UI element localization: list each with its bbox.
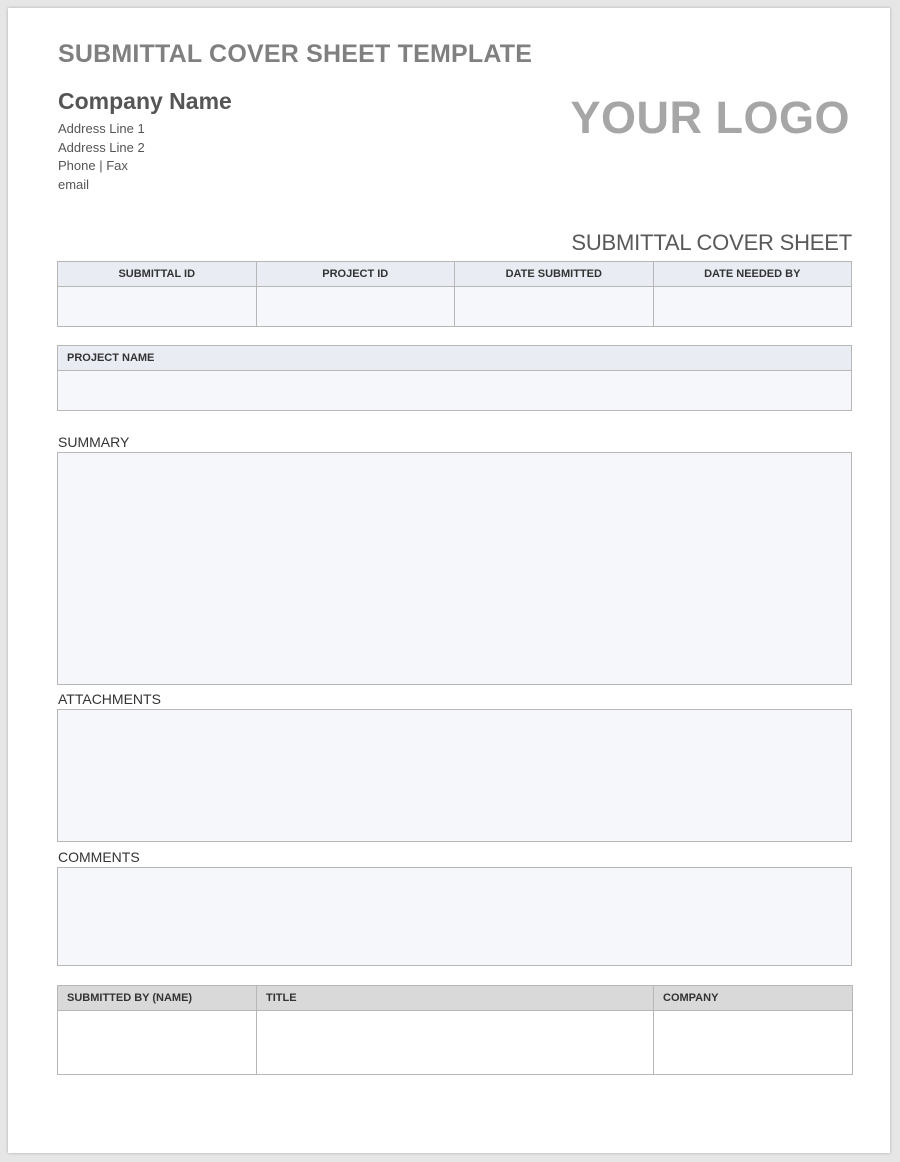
attachments-label: ATTACHMENTS <box>58 691 161 707</box>
title-header: TITLE <box>257 986 654 1011</box>
ids-table <box>57 261 852 327</box>
ids-value-row <box>58 287 852 327</box>
document-page <box>8 8 890 1153</box>
project-name-field[interactable] <box>58 371 852 411</box>
submittal-id-header: SUBMITTAL ID <box>58 262 257 287</box>
ids-header-row <box>58 262 852 287</box>
sheet-title: SUBMITTAL COVER SHEET <box>571 230 852 255</box>
company-address-block <box>58 120 145 194</box>
phone-fax-line: Phone | Fax <box>58 158 128 173</box>
signoff-header-row <box>58 986 853 1011</box>
submitted-by-field[interactable] <box>58 1011 257 1075</box>
project-value-row <box>58 371 852 411</box>
company-name: Company Name <box>58 88 232 114</box>
summary-label: SUMMARY <box>58 434 130 450</box>
comments-label: COMMENTS <box>58 849 140 865</box>
signoff-table <box>57 985 853 1075</box>
date-submitted-header: DATE SUBMITTED <box>455 262 654 287</box>
signoff-value-row <box>58 1011 853 1075</box>
document-title: SUBMITTAL COVER SHEET TEMPLATE <box>58 40 533 68</box>
project-name-header: PROJECT NAME <box>58 346 852 371</box>
project-header-row <box>58 346 852 371</box>
submittal-id-field[interactable] <box>58 287 257 327</box>
company-header: COMPANY <box>654 986 853 1011</box>
project-id-header: PROJECT ID <box>256 262 455 287</box>
project-id-field[interactable] <box>256 287 455 327</box>
logo-placeholder: YOUR LOGO <box>570 92 850 143</box>
date-submitted-field[interactable] <box>455 287 654 327</box>
comments-field[interactable] <box>57 867 852 966</box>
submitted-by-header: SUBMITTED BY (NAME) <box>58 986 257 1011</box>
project-name-table <box>57 345 852 411</box>
summary-field[interactable] <box>57 452 852 685</box>
date-needed-by-header: DATE NEEDED BY <box>653 262 852 287</box>
email-line: email <box>58 176 90 192</box>
address-line-2: Address Line 2 <box>58 139 145 155</box>
attachments-field[interactable] <box>57 709 852 842</box>
company-field[interactable] <box>654 1011 853 1075</box>
title-field[interactable] <box>257 1011 654 1075</box>
address-line-1: Address Line 1 <box>58 121 145 136</box>
date-needed-by-field[interactable] <box>653 287 852 327</box>
